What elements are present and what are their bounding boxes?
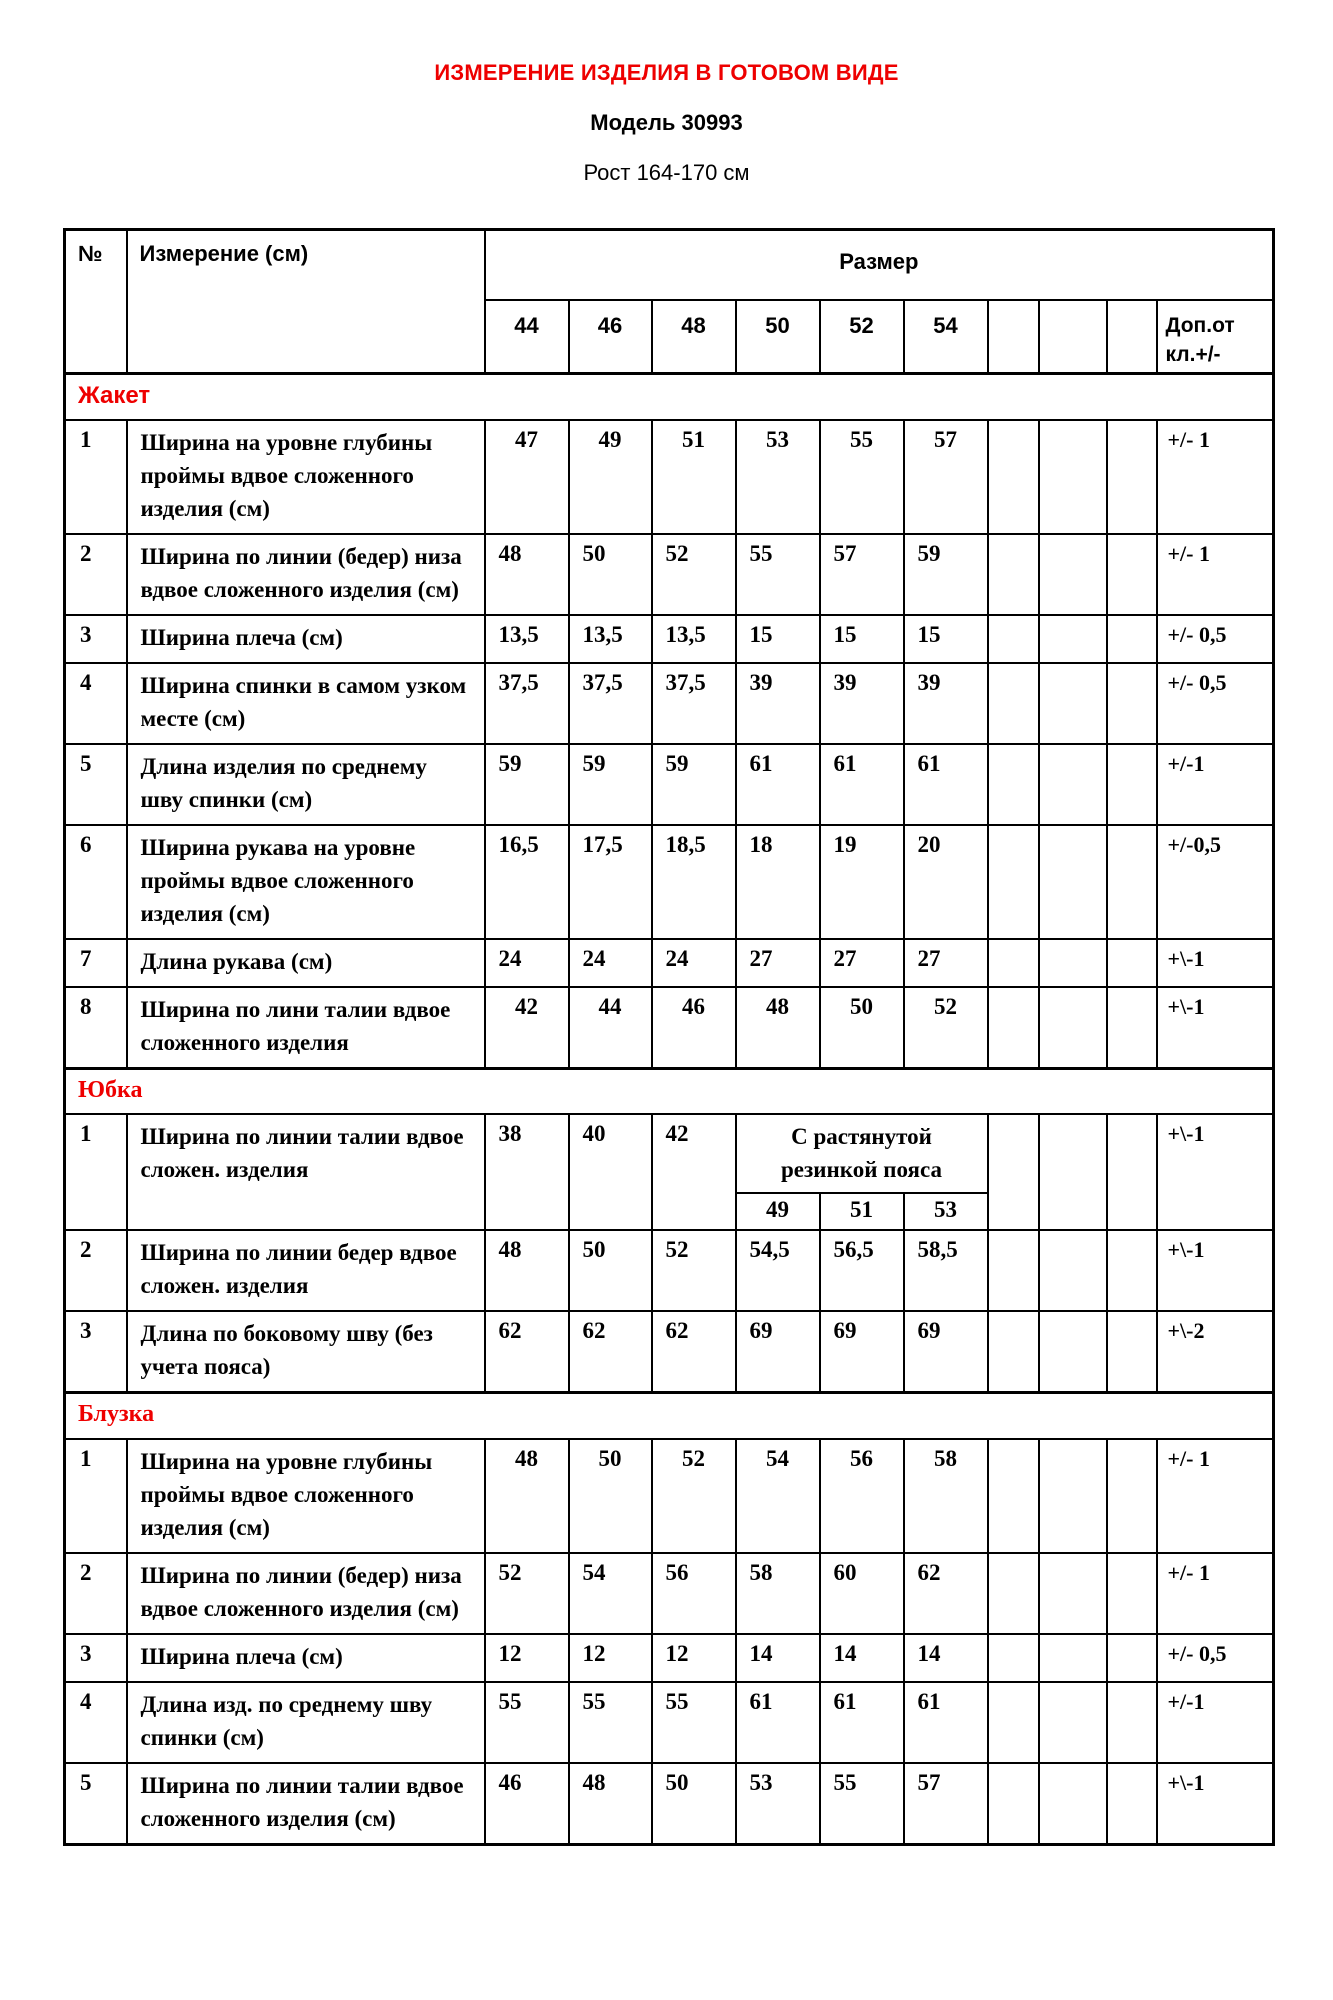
size-value-cell: 27 <box>904 939 988 987</box>
tolerance-cell: +\-1 <box>1157 1114 1274 1230</box>
size-value-cell: 17,5 <box>569 825 652 939</box>
size-value-cell: 58 <box>736 1553 820 1634</box>
section-title: Жакет <box>65 374 1274 420</box>
elastic-waist-sub-row <box>737 1192 987 1229</box>
row-number-cell: 1 <box>65 420 127 534</box>
row-number-cell: 4 <box>65 663 127 744</box>
table-row <box>65 615 1274 663</box>
size-value-cell: 54 <box>569 1553 652 1634</box>
size-value-cell: 61 <box>820 744 904 825</box>
size-value-cell: 50 <box>569 1439 652 1553</box>
size-header-cell: 50 <box>736 300 820 374</box>
size-value-cell: 48 <box>485 534 569 615</box>
empty-cell <box>1039 1682 1107 1763</box>
size-value-cell: 19 <box>820 825 904 939</box>
size-value-cell: 61 <box>736 744 820 825</box>
empty-cell <box>988 663 1039 744</box>
tolerance-cell: +/- 1 <box>1157 534 1274 615</box>
empty-cell <box>1107 1230 1157 1311</box>
empty-cell <box>988 744 1039 825</box>
table-row <box>65 1230 1274 1311</box>
row-number-cell: 3 <box>65 1634 127 1682</box>
tolerance-cell: +\-1 <box>1157 1763 1274 1845</box>
empty-cell <box>1039 1114 1107 1230</box>
elastic-waist-note: С растянутой резинкой пояса <box>781 1124 942 1182</box>
empty-cell <box>1107 1311 1157 1393</box>
empty-cell <box>988 987 1039 1069</box>
tolerance-cell: +/- 0,5 <box>1157 1634 1274 1682</box>
table-row <box>65 1682 1274 1763</box>
size-value-cell: 59 <box>485 744 569 825</box>
size-header-cell: 52 <box>820 300 904 374</box>
empty-cell <box>1107 939 1157 987</box>
empty-cell <box>988 1682 1039 1763</box>
size-value-cell: 69 <box>736 1311 820 1393</box>
size-value-cell: 69 <box>904 1311 988 1393</box>
empty-cell <box>1107 1439 1157 1553</box>
size-value-cell: 62 <box>569 1311 652 1393</box>
size-value-cell: 48 <box>485 1230 569 1311</box>
size-value-cell: 42 <box>652 1114 736 1230</box>
table-row <box>65 939 1274 987</box>
empty-header-cell <box>1107 300 1157 374</box>
measure-label-cell: Ширина по линии (бедер) низа вдвое сложенного изделия (см) <box>127 1553 485 1634</box>
table-row <box>65 1763 1274 1845</box>
size-value-cell: 39 <box>820 663 904 744</box>
tolerance-cell: +/- 1 <box>1157 1553 1274 1634</box>
size-value-cell: 59 <box>652 744 736 825</box>
size-header-cell: 44 <box>485 300 569 374</box>
empty-cell <box>1039 744 1107 825</box>
size-value-cell: 57 <box>904 420 988 534</box>
size-value-cell: 12 <box>652 1634 736 1682</box>
measurement-table <box>63 228 1275 1846</box>
headings-block <box>0 0 1333 186</box>
empty-cell <box>1107 987 1157 1069</box>
size-value-cell: 62 <box>652 1311 736 1393</box>
empty-cell <box>988 420 1039 534</box>
size-value-cell: 24 <box>652 939 736 987</box>
empty-cell <box>988 1553 1039 1634</box>
empty-cell <box>988 1634 1039 1682</box>
size-value-cell: 48 <box>569 1763 652 1845</box>
empty-cell <box>1039 420 1107 534</box>
table-row <box>65 534 1274 615</box>
row-number-cell: 1 <box>65 1114 127 1230</box>
size-value-cell: 15 <box>904 615 988 663</box>
size-value-cell: 15 <box>820 615 904 663</box>
size-value-cell: 56 <box>652 1553 736 1634</box>
empty-cell <box>988 1230 1039 1311</box>
empty-cell <box>1039 1311 1107 1393</box>
size-value-cell: 20 <box>904 825 988 939</box>
size-value-cell: 52 <box>904 987 988 1069</box>
empty-cell <box>988 939 1039 987</box>
size-value-cell: 27 <box>820 939 904 987</box>
elastic-waist-merged-cell <box>736 1114 988 1230</box>
size-value-cell: 54,5 <box>736 1230 820 1311</box>
size-value-cell: 61 <box>736 1682 820 1763</box>
empty-cell <box>1107 1634 1157 1682</box>
measure-label-cell: Длина изделия по среднему шву спинки (см) <box>127 744 485 825</box>
row-number-cell: 6 <box>65 825 127 939</box>
measure-label-cell: Ширина по лини талии вдвое сложенного изделия <box>127 987 485 1069</box>
tolerance-cell: +\-2 <box>1157 1311 1274 1393</box>
size-value-cell: 55 <box>652 1682 736 1763</box>
size-value-cell: 14 <box>820 1634 904 1682</box>
section-header-row <box>65 1068 1274 1114</box>
empty-cell <box>1107 420 1157 534</box>
empty-cell <box>1107 1682 1157 1763</box>
table-row <box>65 420 1274 534</box>
measure-label-cell: Ширина по линии бедер вдвое сложен. изделия <box>127 1230 485 1311</box>
measure-label-cell: Ширина по линии (бедер) низа вдвое сложенного изделия (см) <box>127 534 485 615</box>
empty-cell <box>1107 825 1157 939</box>
empty-cell <box>988 615 1039 663</box>
measure-label-cell: Ширина по линии талии вдвое сложен. изделия <box>127 1114 485 1230</box>
table-row <box>65 1634 1274 1682</box>
tolerance-cell: +/- 0,5 <box>1157 663 1274 744</box>
empty-cell <box>1039 615 1107 663</box>
row-number-cell: 3 <box>65 1311 127 1393</box>
size-value-cell: 52 <box>652 1439 736 1553</box>
row-number-cell: 5 <box>65 1763 127 1845</box>
table-row <box>65 663 1274 744</box>
tolerance-cell: +\-1 <box>1157 987 1274 1069</box>
tolerance-header-line: кл.+/- <box>1165 342 1221 366</box>
tolerance-cell: +/- 1 <box>1157 420 1274 534</box>
tolerance-header-line: Доп.от <box>1165 313 1235 337</box>
row-number-cell: 2 <box>65 1230 127 1311</box>
size-group-header: Размер <box>485 230 1274 300</box>
size-value-cell: 55 <box>820 420 904 534</box>
empty-cell <box>1107 663 1157 744</box>
measure-label-cell: Длина по боковому шву (без учета пояса) <box>127 1311 485 1393</box>
section-header-row <box>65 1393 1274 1439</box>
size-value-cell: 46 <box>485 1763 569 1845</box>
row-number-cell: 4 <box>65 1682 127 1763</box>
table-row <box>65 1553 1274 1634</box>
empty-cell <box>988 1311 1039 1393</box>
empty-cell <box>1107 744 1157 825</box>
col-measure-header: Измерение (см) <box>127 230 485 374</box>
height-range-label: Рост 164-170 см <box>583 160 750 185</box>
col-number-header: № <box>65 230 127 374</box>
size-value-cell: 40 <box>569 1114 652 1230</box>
size-value-cell: 52 <box>652 1230 736 1311</box>
size-value-cell: 69 <box>820 1311 904 1393</box>
size-value-cell: 55 <box>569 1682 652 1763</box>
empty-cell <box>1039 663 1107 744</box>
table-row <box>65 825 1274 939</box>
header-row-top <box>65 230 1274 300</box>
row-number-cell: 7 <box>65 939 127 987</box>
size-value-cell: 38 <box>485 1114 569 1230</box>
size-value-cell: 56,5 <box>820 1230 904 1311</box>
table-row <box>65 1311 1274 1393</box>
empty-header-cell <box>988 300 1039 374</box>
empty-cell <box>988 1439 1039 1553</box>
size-value-cell: 48 <box>485 1439 569 1553</box>
measure-label-cell: Ширина на уровне глубины проймы вдвое сложенного изделия (см) <box>127 420 485 534</box>
size-value-cell: 37,5 <box>485 663 569 744</box>
size-value-cell: 14 <box>904 1634 988 1682</box>
size-value-cell: 46 <box>652 987 736 1069</box>
measure-label-cell: Ширина рукава на уровне проймы вдвое сложенного изделия (см) <box>127 825 485 939</box>
row-number-cell: 1 <box>65 1439 127 1553</box>
tolerance-cell: +/-1 <box>1157 744 1274 825</box>
tolerance-cell: +/- 1 <box>1157 1439 1274 1553</box>
size-value-cell: 50 <box>569 534 652 615</box>
size-value-cell: 56 <box>820 1439 904 1553</box>
size-value-cell: 49 <box>737 1194 821 1229</box>
table-row <box>65 1114 1274 1230</box>
size-value-cell: 42 <box>485 987 569 1069</box>
tolerance-cell: +/- 0,5 <box>1157 615 1274 663</box>
size-value-cell: 55 <box>736 534 820 615</box>
measure-label-cell: Ширина плеча (см) <box>127 615 485 663</box>
row-number-cell: 2 <box>65 1553 127 1634</box>
empty-cell <box>988 1114 1039 1230</box>
tolerance-header-cell <box>1157 300 1274 374</box>
empty-header-cell <box>1039 300 1107 374</box>
section-header-row <box>65 374 1274 420</box>
size-value-cell: 61 <box>904 744 988 825</box>
empty-cell <box>988 534 1039 615</box>
empty-cell <box>1039 1634 1107 1682</box>
row-number-cell: 3 <box>65 615 127 663</box>
size-value-cell: 18 <box>736 825 820 939</box>
size-value-cell: 62 <box>485 1311 569 1393</box>
size-value-cell: 48 <box>736 987 820 1069</box>
measure-label-cell: Ширина плеча (см) <box>127 1634 485 1682</box>
size-value-cell: 57 <box>904 1763 988 1845</box>
measure-label-cell: Ширина на уровне глубины проймы вдвое сложенного изделия (см) <box>127 1439 485 1553</box>
table-row <box>65 744 1274 825</box>
size-value-cell: 61 <box>820 1682 904 1763</box>
size-value-cell: 13,5 <box>569 615 652 663</box>
empty-cell <box>1039 939 1107 987</box>
tolerance-cell: +\-1 <box>1157 1230 1274 1311</box>
size-value-cell: 16,5 <box>485 825 569 939</box>
size-value-cell: 18,5 <box>652 825 736 939</box>
empty-cell <box>1107 1553 1157 1634</box>
empty-cell <box>1107 1114 1157 1230</box>
size-value-cell: 37,5 <box>652 663 736 744</box>
empty-cell <box>1039 1230 1107 1311</box>
size-value-cell: 60 <box>820 1553 904 1634</box>
empty-cell <box>988 825 1039 939</box>
size-value-cell: 50 <box>820 987 904 1069</box>
size-value-cell: 53 <box>736 420 820 534</box>
size-value-cell: 27 <box>736 939 820 987</box>
size-value-cell: 51 <box>821 1194 905 1229</box>
size-value-cell: 47 <box>485 420 569 534</box>
size-value-cell: 59 <box>904 534 988 615</box>
page-title: ИЗМЕРЕНИЕ ИЗДЕЛИЯ В ГОТОВОМ ВИДЕ <box>434 60 899 85</box>
section-title: Блузка <box>65 1393 1274 1439</box>
tolerance-cell: +\-1 <box>1157 939 1274 987</box>
measure-label-cell: Ширина по линии талии вдвое сложенного изделия (см) <box>127 1763 485 1845</box>
size-value-cell: 54 <box>736 1439 820 1553</box>
size-value-cell: 12 <box>485 1634 569 1682</box>
row-number-cell: 8 <box>65 987 127 1069</box>
size-value-cell: 53 <box>934 1197 957 1222</box>
size-value-cell: 13,5 <box>652 615 736 663</box>
table-row <box>65 987 1274 1069</box>
size-value-cell: 50 <box>652 1763 736 1845</box>
size-value-cell: 50 <box>569 1230 652 1311</box>
size-value-cell: 55 <box>820 1763 904 1845</box>
empty-cell <box>1039 534 1107 615</box>
measure-label-cell: Длина изд. по среднему шву спинки (см) <box>127 1682 485 1763</box>
empty-cell <box>1039 1763 1107 1845</box>
size-value-cell: 58,5 <box>904 1230 988 1311</box>
size-value-cell: 24 <box>569 939 652 987</box>
tolerance-cell: +/-0,5 <box>1157 825 1274 939</box>
table-row <box>65 1439 1274 1553</box>
size-value-cell: 58 <box>904 1439 988 1553</box>
model-label: Модель 30993 <box>590 110 743 135</box>
size-value-cell: 61 <box>904 1682 988 1763</box>
section-title: Юбка <box>65 1068 1274 1114</box>
size-value-cell: 51 <box>652 420 736 534</box>
size-value-cell: 37,5 <box>569 663 652 744</box>
size-value-cell: 14 <box>736 1634 820 1682</box>
empty-cell <box>1107 1763 1157 1845</box>
measure-label-cell: Длина рукава (см) <box>127 939 485 987</box>
size-value-cell: 44 <box>569 987 652 1069</box>
size-value-cell: 52 <box>485 1553 569 1634</box>
size-header-cell: 54 <box>904 300 988 374</box>
size-header-cell: 46 <box>569 300 652 374</box>
size-value-cell: 12 <box>569 1634 652 1682</box>
row-number-cell: 5 <box>65 744 127 825</box>
size-value-cell: 52 <box>652 534 736 615</box>
empty-cell <box>1107 615 1157 663</box>
size-value-cell: 24 <box>485 939 569 987</box>
size-value-cell: 55 <box>485 1682 569 1763</box>
measure-label-cell: Ширина спинки в самом узком месте (см) <box>127 663 485 744</box>
size-value-cell: 57 <box>820 534 904 615</box>
empty-cell <box>988 1763 1039 1845</box>
size-value-cell: 39 <box>904 663 988 744</box>
size-value-cell: 49 <box>569 420 652 534</box>
empty-cell <box>1107 534 1157 615</box>
empty-cell <box>1039 1439 1107 1553</box>
tolerance-cell: +/-1 <box>1157 1682 1274 1763</box>
empty-cell <box>1039 825 1107 939</box>
size-header-cell: 48 <box>652 300 736 374</box>
size-value-cell: 39 <box>736 663 820 744</box>
empty-cell <box>1039 987 1107 1069</box>
row-number-cell: 2 <box>65 534 127 615</box>
size-value-cell: 62 <box>904 1553 988 1634</box>
size-value-cell: 59 <box>569 744 652 825</box>
empty-cell <box>1039 1553 1107 1634</box>
size-value-cell: 15 <box>736 615 820 663</box>
size-value-cell: 53 <box>736 1763 820 1845</box>
size-value-cell: 13,5 <box>485 615 569 663</box>
